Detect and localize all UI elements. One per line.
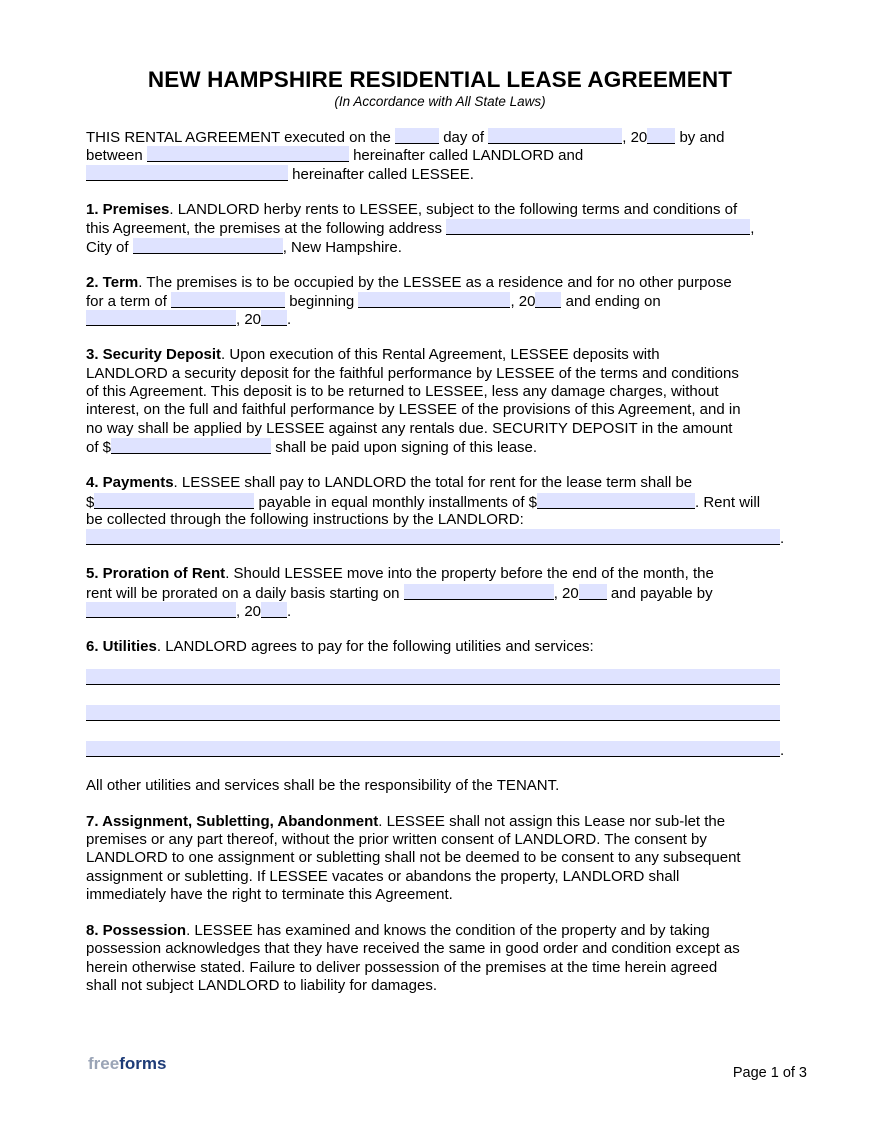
intro-text: THIS RENTAL AGREEMENT executed on the xyxy=(86,129,391,146)
section-text: this Agreement, the premises at the following address xyxy=(86,220,443,238)
intro-text: day of xyxy=(443,129,485,146)
section-text: . The premises is to be occupied by the LESSEE as a residence and for no other purpose xyxy=(138,273,732,291)
landlord-name-field[interactable] xyxy=(147,146,349,162)
page-number: Page 1 of 3 xyxy=(732,1065,807,1081)
section-text: . LESSEE shall pay to LANDLORD the total for rent for the lease term shall be xyxy=(173,474,693,492)
section-text: and ending on xyxy=(565,292,661,310)
section-payments xyxy=(86,474,800,548)
term-end-year-field[interactable] xyxy=(261,310,287,326)
term-start-year-field[interactable] xyxy=(535,292,561,308)
section-text: herein otherwise stated. Failure to deliver possession of the premises at the time herein agreed xyxy=(86,958,718,976)
section-heading: 1. Premises xyxy=(86,200,170,218)
premises-city-field[interactable] xyxy=(133,238,283,254)
section-utilities xyxy=(86,638,800,795)
section-text: All other utilities and services shall be the responsibility of the TENANT. xyxy=(86,776,560,794)
section-text: . LANDLORD agrees to pay for the following utilities and services: xyxy=(156,638,594,656)
section-term xyxy=(86,274,800,329)
section-heading: 2. Term xyxy=(86,273,139,291)
section-text: . Upon execution of this Rental Agreement, LESSEE deposits with xyxy=(221,346,660,364)
section-text: immediately have the right to terminate this Agreement. xyxy=(86,886,453,904)
section-text: LANDLORD to one assignment or subletting shall not be deemed to be consent to any subsequent xyxy=(86,849,741,867)
section-text: of $ xyxy=(86,439,112,457)
section-text: of this Agreement. This deposit is to be returned to LESSEE, less any damage charges, without xyxy=(86,383,719,401)
section-text: , xyxy=(750,220,755,238)
section-text: beginning xyxy=(289,292,355,310)
section-text: . LESSEE shall not assign this Lease nor sub-let the xyxy=(378,812,726,830)
monthly-installment-field[interactable] xyxy=(537,493,695,509)
section-text: be collected through the following instructions by the LANDLORD: xyxy=(86,511,524,529)
proration-payable-date-field[interactable] xyxy=(86,602,236,618)
section-heading: 4. Payments xyxy=(86,474,174,492)
term-length-field[interactable] xyxy=(171,292,285,308)
section-text: . Should LESSEE move into the property before the end of the month, the xyxy=(225,565,714,583)
section-text: , 20 xyxy=(553,584,579,602)
section-text: payable in equal monthly installments of $ xyxy=(258,493,538,511)
intro-text: hereinafter called LESSEE. xyxy=(292,165,474,183)
section-text: City of xyxy=(86,238,129,256)
utilities-field-2[interactable] xyxy=(86,705,780,721)
execution-year-field[interactable] xyxy=(647,128,675,144)
agreement-body xyxy=(86,128,800,1013)
section-heading: 7. Assignment, Subletting, Abandonment xyxy=(86,812,379,830)
document-subtitle: (In Accordance with All State Laws) xyxy=(334,94,546,109)
freeforms-logo xyxy=(88,1054,166,1074)
term-end-date-field[interactable] xyxy=(86,310,236,326)
section-text: LANDLORD a security deposit for the faithful performance by LESSEE of the terms and conditions xyxy=(86,364,739,382)
logo-text-forms: forms xyxy=(119,1054,167,1073)
section-proration xyxy=(86,565,800,620)
section-possession xyxy=(86,922,800,996)
execution-month-field[interactable] xyxy=(488,128,622,144)
section-text: interest, on the full and faithful performance by LESSEE of the provisions of this Agreement, and in xyxy=(86,401,741,419)
section-security-deposit xyxy=(86,346,800,456)
intro-paragraph xyxy=(86,128,800,183)
execution-day-field[interactable] xyxy=(395,128,439,144)
section-text: . xyxy=(287,603,292,621)
utilities-field-1[interactable] xyxy=(86,669,780,685)
logo-text-free: free xyxy=(88,1054,120,1073)
section-text: , New Hampshire. xyxy=(282,238,402,256)
premises-address-field[interactable] xyxy=(446,219,750,235)
total-rent-field[interactable] xyxy=(94,493,254,509)
proration-payable-year-field[interactable] xyxy=(261,602,287,618)
section-text: for a term of xyxy=(86,292,167,310)
section-assignment xyxy=(86,813,800,905)
lessee-name-field[interactable] xyxy=(86,165,288,181)
proration-start-year-field[interactable] xyxy=(579,584,607,600)
section-text: assignment or subletting. If LESSEE vacates or abandons the property, LANDLORD shall xyxy=(86,867,680,885)
section-premises xyxy=(86,201,800,256)
section-text: possession acknowledges that they have received the same in good order and condition except as xyxy=(86,940,740,958)
term-start-date-field[interactable] xyxy=(358,292,510,308)
section-text: no way shall be applied by LESSEE against any rentals due. SECURITY DEPOSIT in the amount xyxy=(86,419,733,437)
section-text: . LANDLORD herby rents to LESSEE, subject to the following terms and conditions of xyxy=(169,200,738,218)
section-heading: 8. Possession xyxy=(86,922,187,940)
section-heading: 5. Proration of Rent xyxy=(86,565,226,583)
intro-text: by and xyxy=(679,129,725,146)
section-text: , 20 xyxy=(510,292,536,310)
intro-text: hereinafter called LANDLORD and xyxy=(353,147,584,165)
security-deposit-amount-field[interactable] xyxy=(111,438,271,454)
section-text: . Rent will xyxy=(695,493,761,511)
section-text: . xyxy=(780,741,785,759)
section-text: rent will be prorated on a daily basis starting on xyxy=(86,584,400,602)
section-text: and payable by xyxy=(610,584,713,602)
intro-text: , 20 xyxy=(622,129,648,146)
document-title: NEW HAMPSHIRE RESIDENTIAL LEASE AGREEMENT xyxy=(147,67,733,92)
section-text: , 20 xyxy=(236,311,262,329)
section-text: . xyxy=(287,311,292,329)
proration-start-date-field[interactable] xyxy=(404,584,554,600)
rent-collection-instructions-field[interactable] xyxy=(86,529,780,545)
section-heading: 6. Utilities xyxy=(86,638,157,656)
utilities-field-3[interactable] xyxy=(86,741,780,757)
section-text: . LESSEE has examined and knows the condition of the property and by taking xyxy=(186,922,710,940)
section-text: shall be paid upon signing of this lease. xyxy=(275,439,538,457)
section-text: $ xyxy=(86,493,95,511)
section-text: , 20 xyxy=(236,603,262,621)
intro-text: between xyxy=(86,147,143,165)
section-text: . xyxy=(780,530,785,548)
section-text: shall not subject LANDLORD to liability for damages. xyxy=(86,977,437,995)
section-text: premises or any part thereof, without the prior written consent of LANDLORD. The consent by xyxy=(86,830,707,848)
section-heading: 3. Security Deposit xyxy=(86,346,222,364)
